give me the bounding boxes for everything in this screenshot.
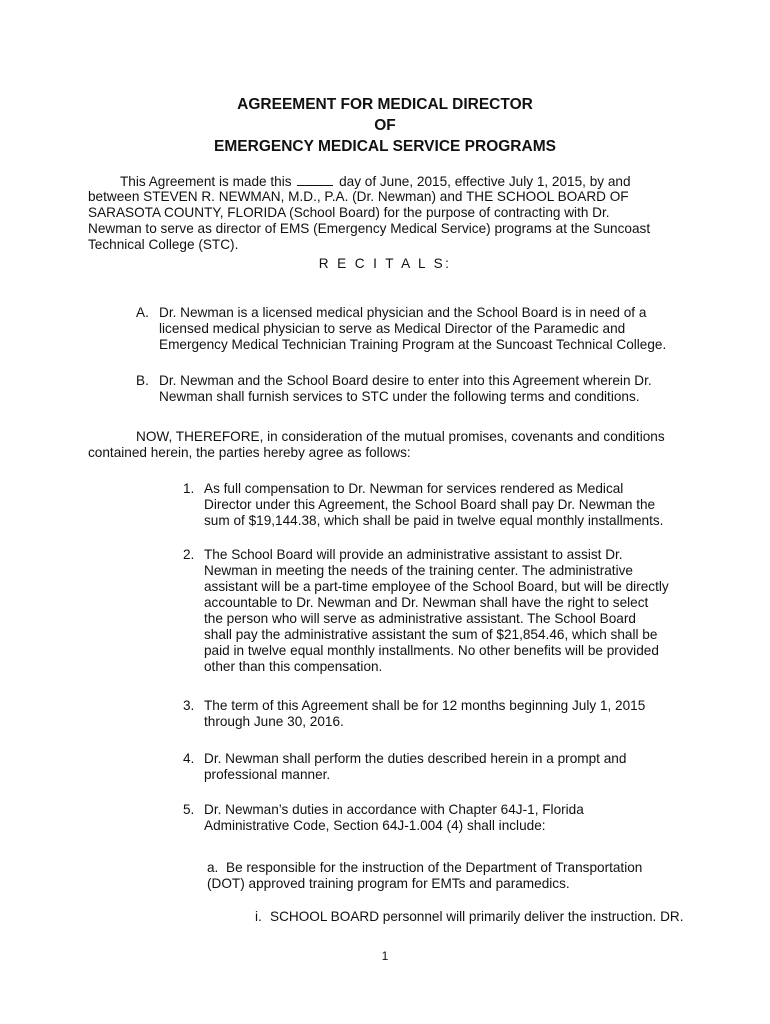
term-label: 3.	[183, 698, 195, 713]
title-line-3: EMERGENCY MEDICAL SERVICE PROGRAMS	[214, 138, 556, 155]
therefore-line-2: contained herein, the parties hereby agree as follows:	[88, 445, 411, 460]
recital-label: B.	[136, 373, 149, 388]
title-line-1: AGREEMENT FOR MEDICAL DIRECTOR	[237, 96, 533, 113]
term-2-line-6: shall pay the administrative assistant the sum of $21,854.46, which shall be	[204, 627, 658, 642]
date-blank-line	[297, 173, 333, 186]
term-3	[183, 698, 693, 730]
term-2-line-8: other than this compensation.	[204, 659, 383, 674]
subitem-a-line-1: Be responsible for the instruction of the Department of Transportation	[226, 860, 643, 875]
subitem-label: i.	[255, 909, 262, 924]
term-label: 5.	[183, 802, 195, 817]
recital-a	[136, 305, 696, 353]
term-1-line-1: As full compensation to Dr. Newman for services rendered as Medical	[204, 481, 624, 496]
term-3-line-2: through June 30, 2016.	[204, 714, 344, 729]
therefore-line-1: NOW, THEREFORE, in consideration of the mutual promises, covenants and conditions	[136, 429, 665, 444]
term-4-line-2: professional manner.	[204, 767, 331, 782]
recital-a-line-1: Dr. Newman is a licensed medical physician and the School Board is in need of a	[159, 305, 647, 320]
term-1-line-2: Director under this Agreement, the School Board shall pay Dr. Newman the	[204, 497, 656, 512]
recital-label: A.	[136, 305, 149, 320]
recitals-heading: R E C I T A L S:	[318, 256, 452, 271]
term-2-line-1: The School Board will provide an administrative assistant to assist Dr.	[204, 547, 623, 562]
term-3-line-1: The term of this Agreement shall be for 12 months beginning July 1, 2015	[204, 698, 646, 713]
term-label: 4.	[183, 751, 195, 766]
recital-a-line-3: Emergency Medical Technician Training Program at the Suncoast Technical College.	[159, 337, 667, 352]
page-number: 1	[381, 949, 389, 963]
term-1	[183, 481, 693, 529]
title-line-2: OF	[374, 117, 396, 134]
term-2-line-3: assistant will be a part-time employee of the School Board, but will be directly	[204, 579, 669, 594]
intro-line-3: SARASOTA COUNTY, FLORIDA (School Board) for the purpose of contracting with Dr.	[88, 205, 610, 220]
subitem-a	[207, 860, 697, 892]
intro-line-4: Newman to serve as director of EMS (Emergency Medical Service) programs at the Suncoast	[88, 221, 651, 236]
recital-b-line-2: Newman shall furnish services to STC under the following terms and conditions.	[159, 389, 640, 404]
intro-line-1	[120, 173, 680, 190]
subitem-a-line-2: (DOT) approved training program for EMTs and paramedics.	[207, 876, 570, 891]
document-title	[0, 94, 770, 157]
term-5-line-1: Dr. Newman’s duties in accordance with Chapter 64J-1, Florida	[204, 802, 584, 817]
term-4-line-1: Dr. Newman shall perform the duties described herein in a prompt and	[204, 751, 627, 766]
subitem-label: a.	[207, 860, 219, 875]
term-label: 1.	[183, 481, 195, 496]
recital-b-line-1: Dr. Newman and the School Board desire to enter into this Agreement wherein Dr.	[159, 373, 652, 388]
intro-text-after-blank: day of June, 2015, effective July 1, 2015, by and	[339, 174, 631, 189]
term-5-line-2: Administrative Code, Section 64J-1.004 (4) shall include:	[204, 818, 546, 833]
term-2-line-7: paid in twelve equal monthly installments. No other benefits will be provided	[204, 643, 659, 658]
term-2-line-2: Newman in meeting the needs of the training center. The administrative	[204, 563, 633, 578]
term-2	[183, 547, 693, 675]
subitem-i	[255, 909, 715, 925]
term-2-line-5: the person who will serve as administrative assistant. The School Board	[204, 611, 636, 626]
term-5	[183, 802, 693, 834]
recital-b	[136, 373, 696, 405]
subitem-i-line-1: SCHOOL BOARD personnel will primarily deliver the instruction. DR.	[270, 909, 684, 924]
term-1-line-3: sum of $19,144.38, which shall be paid in twelve equal monthly installments.	[204, 513, 664, 528]
intro-text-before-blank: This Agreement is made this	[120, 174, 292, 189]
intro-line-2: between STEVEN R. NEWMAN, M.D., P.A. (Dr. Newman) and THE SCHOOL BOARD OF	[88, 189, 629, 204]
recital-a-line-2: licensed medical physician to serve as Medical Director of the Paramedic and	[159, 321, 626, 336]
term-label: 2.	[183, 547, 195, 562]
intro-line-5: Technical College (STC).	[88, 237, 239, 252]
term-4	[183, 751, 693, 783]
term-2-line-4: accountable to Dr. Newman and Dr. Newman shall have the right to select	[204, 595, 649, 610]
